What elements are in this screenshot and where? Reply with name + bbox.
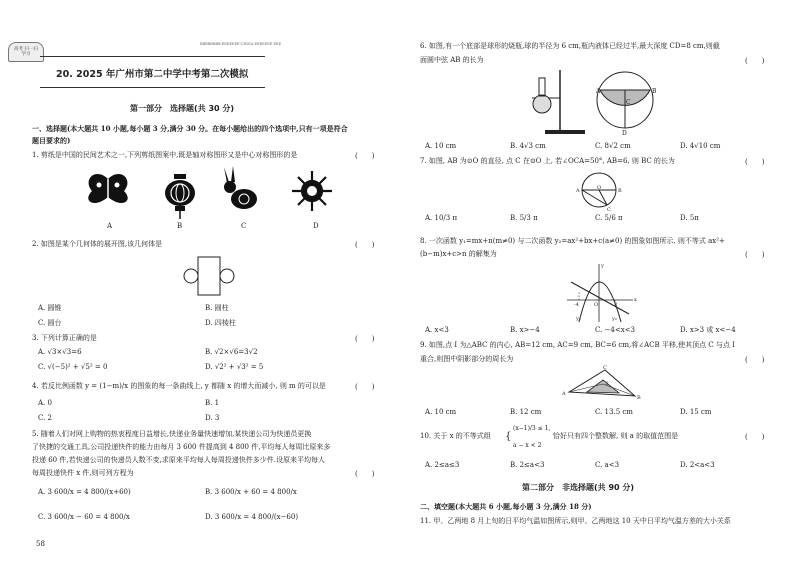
logo-badge: 高考 扫一扫 学习 (8, 42, 44, 62)
q10-system-top: (x−1)/3 ≤ 1, (513, 425, 551, 432)
q1-label-d: D (313, 222, 319, 230)
q11-stem: 11. 甲、乙两地 8 月上旬的日平均气温如图所示,则甲、乙两地这 10 天中日平均气温方差的大小关系 (420, 517, 731, 525)
q1-label-c: C (241, 222, 247, 230)
q3-stem: 3. 下列计算正确的是 (32, 334, 97, 342)
q10-option-a: A. 2≤a≤3 (425, 461, 460, 469)
q5-option-b: B. 3 600/x + 60 = 4 800/x (205, 488, 297, 496)
q1-stem: 1. 剪纸是中国的民间艺术之一,下列剪纸图案中,既是轴对称图形又是中心对称图形的是 (32, 151, 298, 159)
q4-option-b: B. 1 (205, 399, 220, 407)
q1-answer-paren: ( ) (355, 152, 375, 160)
q1-paper-cuts (80, 165, 360, 225)
q6-flask-figure (520, 68, 670, 138)
q9-option-c: C. 13.5 cm (595, 408, 633, 416)
q3-answer-paren: ( ) (355, 335, 375, 343)
q7-fig-label-o: O (597, 185, 602, 191)
q8-fig-label-neg4: -4 (574, 302, 579, 308)
q10-answer-paren: ( ) (745, 433, 765, 441)
snowflake-icon (292, 171, 332, 211)
q3-option-b: B. √2×√6=3√2 (205, 348, 258, 356)
q6-option-b: B. 4√3 cm (510, 142, 546, 150)
q4-option-c: C. 2 (38, 414, 53, 422)
q8-fig-label-o: O (594, 302, 599, 308)
part1-heading: 第一部分 选择题(共 30 分) (130, 104, 235, 113)
q8-fig-label-x: x (634, 297, 637, 303)
q8-line2: (b−m)x+c>n 的解集为 (420, 250, 497, 258)
q9-line1: 9. 如图,点 I 为△ABC 的内心, AB=12 cm, AC=9 cm, BC=6 cm,将∠ACB 平移,使其顶点 C 与点 I (420, 341, 735, 349)
q6-option-d: D. 4√10 cm (680, 142, 721, 150)
q8-option-c: C. −4<x<3 (595, 326, 636, 334)
q2-option-b: B. 圆柱 (205, 304, 229, 312)
q6-option-a: A. 10 cm (425, 142, 457, 150)
q9-option-a: A. 10 cm (425, 408, 457, 416)
q10-stem-b: 恰好只有四个整数解, 则 a 的取值范围是 (553, 432, 679, 440)
q10-system-bottom: a − x < 2 (513, 442, 542, 449)
part1-instruction-line2: 题目要求的) (32, 136, 71, 145)
q6-answer-paren: ( ) (745, 57, 765, 65)
q1-label-a: A (107, 222, 113, 230)
q9-answer-paren: ( ) (745, 356, 765, 364)
q9-fig-label-i: I (606, 381, 608, 387)
q8-fig-label-3: 3 (614, 302, 618, 308)
part2-instruction: 二、填空题(本大题共 6 小题,每小题 3 分,满分 18 分) (420, 502, 592, 511)
q5-line1: 5. 随着人们对网上购物的热衷程度日益增长,快递业务量快速增加,某快递公司为快递员更换 (32, 430, 312, 438)
q8-option-b: B. x>−4 (510, 326, 540, 334)
q8-answer-paren: ( ) (745, 251, 765, 259)
q2-option-a: A. 圆锥 (38, 304, 62, 312)
q6-fig-label-c: C (626, 99, 631, 106)
q8-line1: 8. 一次函数 y₁=mx+n(m≠0) 与二次函数 y₂=ax²+bx+c(a≠0) 的图象如图所示, 则不等式 ax²+ (420, 237, 725, 245)
q10-option-b: B. 2≤a<3 (510, 461, 545, 469)
rabbit-icon (224, 166, 257, 209)
q5-option-c: C. 3 600/x − 60 = 4 800/x (38, 513, 130, 521)
q6-fig-label-d: D (622, 130, 627, 137)
butterfly-icon (88, 174, 127, 211)
q9-line2: 重合,则图中阴影部分的周长为 (420, 355, 514, 363)
q2-net-figure (180, 255, 240, 300)
q2-answer-paren: ( ) (355, 241, 375, 249)
q7-option-a: A. 10/3 π (425, 214, 458, 222)
q7-fig-label-a: A (576, 188, 580, 194)
title-banner (40, 56, 265, 88)
q10-option-c: C. a<3 (595, 461, 620, 469)
exam-title: 20. 2025 年广州市第二中学中考第二次模拟 (56, 69, 249, 80)
part1-instruction-line1: 一、选择题(本大题共 10 小题,每小题 3 分,满分 30 分。在每小题给出的四个选项中,只有一项是符合 (32, 124, 348, 133)
q2-option-d: D. 四棱柱 (205, 319, 236, 327)
q3-option-c: C. √(−5)² + √5² = 0 (38, 363, 108, 371)
q7-fig-label-c: C (607, 207, 611, 213)
q5-line4: 每周投递快件 x 件,则可列方程为 (32, 469, 134, 477)
q7-option-b: B. 5/3 π (510, 214, 538, 222)
q6-fig-label-a: A (596, 88, 601, 95)
q5-line2: 了快捷的交通工具,公司投递快件的能力由每月 3 600 件提高到 4 800 件,平均每人每周比原来多 (32, 443, 331, 451)
header-small-print: BBBBBBBB·EEEEEEE·CHINA·EEEEEEE·EEE (200, 42, 282, 46)
q9-fig-label-a: A (562, 391, 566, 397)
q9-fig-label-b: B (637, 395, 641, 401)
q7-option-c: C. 5/6 π (595, 214, 623, 222)
q4-answer-paren: ( ) (355, 383, 375, 391)
q7-answer-paren: ( ) (745, 158, 765, 166)
q4-option-d: D. 3 (205, 414, 220, 422)
q2-stem: 2. 如图是某个几何体的展开图,该几何体是 (32, 240, 163, 248)
part2-heading: 第二部分 非选择题(共 90 分) (522, 483, 635, 492)
q6-option-c: C. 8√2 cm (595, 142, 631, 150)
q8-option-d: D. x>3 或 x<−4 (680, 326, 736, 334)
q6-line2: 面圆中弦 AB 的长为 (420, 56, 484, 64)
q5-option-d: D. 3 600/x = 4 800/(x−60) (205, 513, 299, 521)
q4-option-a: A. 0 (38, 399, 52, 407)
q3-option-d: D. √2² + √3² = 5 (205, 363, 264, 371)
page-number: 58 (36, 540, 45, 548)
q1-label-b: B (177, 222, 183, 230)
q8-fig-label-y2: y₂ (612, 316, 617, 322)
q4-stem: 4. 若反比例函数 y = (1−m)/x 的图象的每一条曲线上, y 都随 x 的增大而减小, 则 m 的可以是 (32, 382, 326, 390)
q10-option-d: D. 2<a<3 (680, 461, 715, 469)
q9-fig-label-c: C (603, 365, 607, 371)
q5-line3: 投递 60 件,若快递公司的快递员人数不变,求原来平均每人每周投递快件多少件.设原来平均每人 (32, 456, 326, 464)
q6-fig-label-b: B (652, 88, 657, 95)
q2-option-c: C. 圆台 (38, 319, 62, 327)
q5-answer-paren: ( ) (355, 470, 375, 478)
q5-option-a: A. 3 600/x = 4 800/(x+60) (38, 488, 131, 496)
q10-system-brace: { (505, 431, 512, 442)
q8-fig-label-y1: y₁ (576, 316, 581, 322)
q8-fig-label-y: y (601, 263, 604, 269)
q8-option-a: A. x<3 (425, 326, 449, 334)
q9-option-b: B. 12 cm (510, 408, 542, 416)
q7-option-d: D. 5π (680, 214, 699, 222)
q7-stem: 7. 如图, AB 为⊙O 的直径, 点 C 在⊙O 上, 若∠OCA=50°, AB=6, 则 BC 的长为 (420, 157, 675, 165)
q10-stem-a: 10. 关于 x 的不等式组 (420, 432, 491, 440)
lantern-icon (165, 174, 195, 219)
q3-option-a: A. √3×√3=6 (38, 348, 82, 356)
q7-fig-label-b: B (618, 188, 622, 194)
q9-option-d: D. 15 cm (680, 408, 712, 416)
q6-line1: 6. 如图,有一个底部是球形的烧瓶,球的半径为 6 cm,瓶内液体已经过半,最大深度 CD=8 cm,则截 (420, 42, 720, 50)
